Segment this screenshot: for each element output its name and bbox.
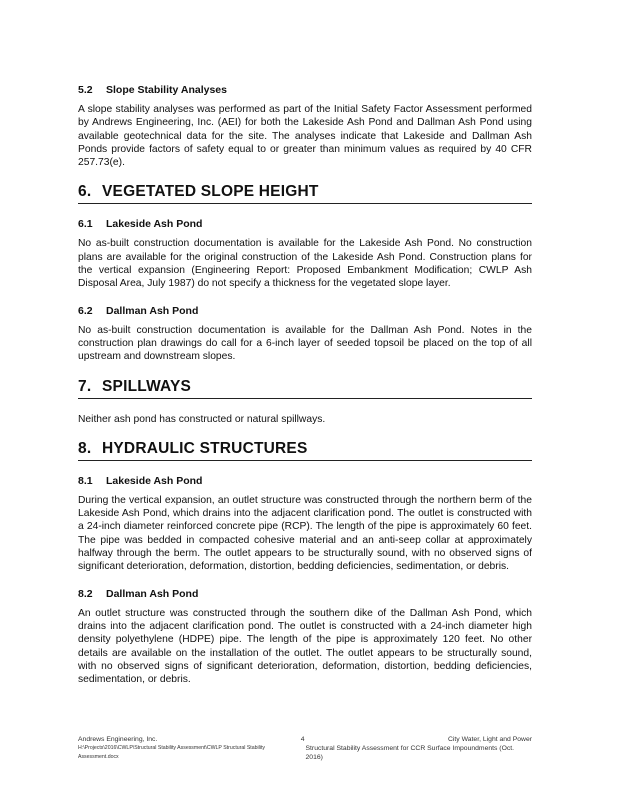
subsection-title: Dallman Ash Pond <box>106 587 199 600</box>
subsection-number: 8.2 <box>78 587 93 600</box>
paragraph-lakeside-hydraulic: During the vertical expansion, an outlet structure was constructed through the northern berm of the Lakeside Ash Pond, which drains into the adjacent clarification pond. The outlet is constructed with a 24-inch diameter reinforced concrete pipe (RCP). The length of the pipe is approximately 60 feet. The pipe was bedded in compacted cohesive material and an anti-seep collar at approximately halfway through the berm. The outlet appears to be structurally sound, with no observed signs of significant deterioration, deformation, distortion, bedding deficiencies, sedimentation, or debris. <box>78 494 532 573</box>
paragraph-dallman-hydraulic: An outlet structure was constructed through the southern dike of the Dallman Ash Pond, which drains into the adjacent clarification pond. The outlet is constructed with a 24-inch diameter high density polyethylene (HDPE) pipe. The length of the pipe is approximately 120 feet. No other details are available on the installation of the outlet. The outlet appears to be structurally sound, with no observed signs of significant deterioration, deformation, distortion, bedding deficiencies, sedimentation, or debris. <box>78 607 532 686</box>
section-heading-6 <box>78 183 532 204</box>
subsection-heading-6-1 <box>78 218 532 231</box>
subsection-heading-8-2 <box>78 588 532 601</box>
section-number: 7. <box>78 377 92 395</box>
section-title: SPILLWAYS <box>102 377 192 395</box>
subsection-number: 5.2 <box>78 84 93 96</box>
section-heading-8 <box>78 440 532 461</box>
section-title: VEGETATED SLOPE HEIGHT <box>102 183 319 201</box>
paragraph-dallman-vegetated: No as-built construction documentation is available for the Dallman Ash Pond. Notes in the construction plan drawings do call for a 6-inch layer of seeded topsoil be placed on the top of all upstream and downstream slopes. <box>78 324 532 363</box>
footer-company: Andrews Engineering, Inc. <box>78 736 158 743</box>
paragraph-slope-stability: A slope stability analyses was performed as part of the Initial Safety Factor Assessment performed by Andrews Engineering, Inc. (AEI) for both the Lakeside Ash Pond and Dallman Ash Pond using available geotechnical data for the site. The analyses indicate that Lakeside and Dallman Ash Ponds provide factors of safety equal to or greater than minimum values as required by 40 CFR 257.73(e). <box>78 104 532 169</box>
section-number: 6. <box>78 183 92 201</box>
page-footer <box>78 735 532 762</box>
subsection-title: Lakeside Ash Pond <box>106 474 203 487</box>
subsection-heading-6-2 <box>78 305 532 318</box>
footer-page-number: 4 <box>300 736 305 743</box>
footer-file-path: H:\Projects\2016\CWLP\Structural Stability Assessment\CWLP Structural Stability Assessment.docx <box>78 745 266 760</box>
subsection-title: Slope Stability Analyses <box>106 84 227 96</box>
footer-report-title: Structural Stability Assessment for CCR Surface Impoundments (Oct. 2016) <box>305 745 515 761</box>
subsection-number: 6.1 <box>78 218 93 231</box>
section-heading-7 <box>78 378 532 399</box>
paragraph-lakeside-vegetated: No as-built construction documentation is available for the Lakeside Ash Pond. No construction plans are available for the original construction of the Lakeside Ash Pond. Construction plans for the vertical expansion (Engineering Report: Proposed Embankment Modification; CWLP Ash Disposal Area, July 1987) do not specify a thickness for the vegetated slope layer. <box>78 238 532 290</box>
subsection-heading-8-1 <box>78 475 532 488</box>
subsection-title: Dallman Ash Pond <box>106 304 199 317</box>
subsection-number: 6.2 <box>78 304 93 317</box>
subsection-number: 8.1 <box>78 474 93 487</box>
section-number: 8. <box>78 439 92 457</box>
footer-row-bottom <box>78 744 532 762</box>
page-content <box>78 84 532 700</box>
footer-client: City Water, Light and Power <box>448 736 532 743</box>
section-title: HYDRAULIC STRUCTURES <box>102 439 308 457</box>
subsection-heading-5-2 <box>78 84 532 97</box>
subsection-title: Lakeside Ash Pond <box>106 218 203 231</box>
paragraph-spillways: Neither ash pond has constructed or natural spillways. <box>78 413 326 425</box>
footer-row-top <box>78 735 532 744</box>
